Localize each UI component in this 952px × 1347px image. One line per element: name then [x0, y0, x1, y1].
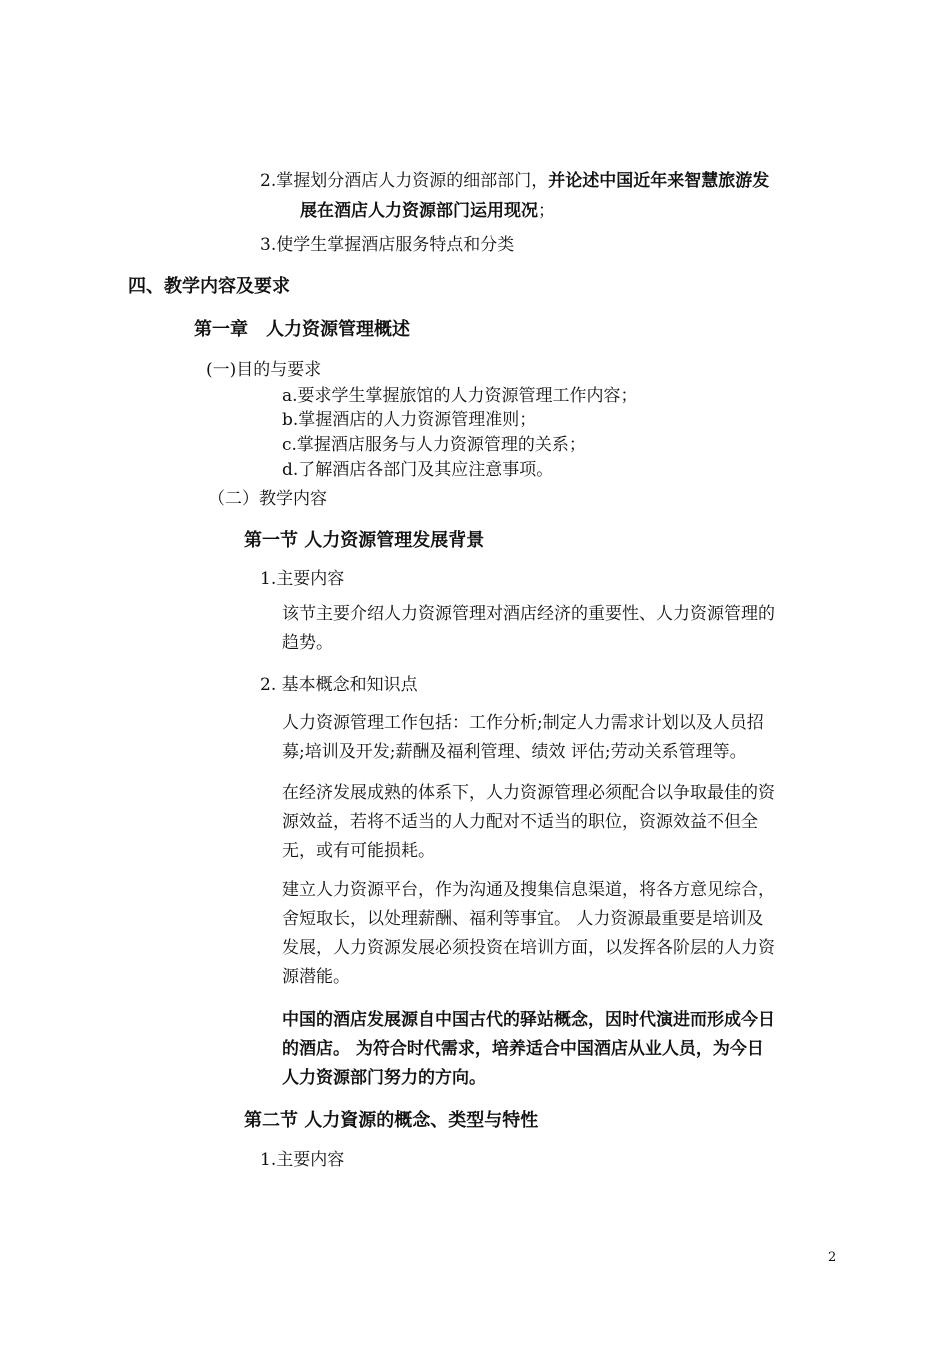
paragraph-line: 的酒店。 为符合时代需求，培养适合中国酒店从业人员，为今日 [282, 1039, 764, 1059]
objective-d: d.了解酒店各部门及其应注意事项。 [282, 460, 554, 480]
objective-item-2-bold-1: 并论述中国近年来智慧旅游发 [548, 171, 770, 191]
concepts-label: 2. 基本概念和知识点 [260, 675, 418, 695]
concepts-paragraph-1 [282, 709, 838, 767]
objective-b: b.掌握酒店的人力资源管理准则； [282, 410, 537, 430]
main-content-paragraph [282, 600, 838, 658]
section-2-main-content-label: 1.主要内容 [260, 1150, 345, 1170]
paragraph-line: 该节主要介绍人力资源管理对酒店经济的重要性、人力资源管理的 [282, 604, 775, 624]
paragraph-line: 发展，人力资源发展必须投资在培训方面，以发挥各阶层的人力资 [282, 938, 775, 958]
paragraph-line: 人力资源部门努力的方向。 [282, 1068, 486, 1088]
paragraph-line: 源效益，若将不适当的人力配对不适当的职位，资源效益不但全 [282, 812, 758, 832]
subsection-heading-2: （二）教学内容 [208, 489, 327, 509]
concepts-paragraph-3 [282, 876, 838, 992]
paragraph-line: 趋势。 [282, 633, 333, 653]
section-2-title: 第二节 人力資源的概念、类型与特性 [244, 1110, 539, 1131]
objective-item-3: 3.使学生掌握酒店服务特点和分类 [260, 235, 515, 255]
page-number: 2 [828, 1250, 837, 1265]
subsection-heading-1: (一)目的与要求 [206, 360, 322, 380]
concepts-paragraph-4-bold [282, 1006, 838, 1093]
paragraph-line: 在经济发展成熟的体系下，人力资源管理必须配合以争取最佳的资 [282, 783, 775, 803]
paragraph-line: 建立人力资源平台，作为沟通及搜集信息渠道，将各方意见综合， [282, 880, 775, 900]
concepts-paragraph-2 [282, 779, 838, 866]
paragraph-line: 无，或有可能损耗。 [282, 841, 435, 861]
chapter-title: 第一章 人力资源管理概述 [194, 319, 410, 340]
main-content-label: 1.主要内容 [260, 569, 345, 589]
objective-a: a.要求学生掌握旅馆的人力资源管理工作内容； [282, 386, 638, 406]
objective-item-2-text: 掌握划分酒店人力资源的细部部门， [276, 171, 549, 191]
objective-c: c.掌握酒店服务与人力资源管理的关系； [282, 435, 586, 455]
paragraph-line: 中国的酒店发展源自中国古代的驿站概念，因时代演进而形成今日 [282, 1010, 775, 1030]
paragraph-line: 源潜能。 [282, 967, 350, 987]
objective-item-2-end: ； [538, 201, 555, 221]
objective-item-2-prefix: 2. [260, 171, 277, 191]
paragraph-line: 人力资源管理工作包括：工作分析;制定人力需求计划以及人员招 [282, 713, 764, 733]
section-1-title: 第一节 人力资源管理发展背景 [244, 530, 485, 551]
section-heading: 四、教学内容及要求 [128, 276, 290, 297]
objective-item-2-bold-2: 展在酒店人力资源部门运用现况 [300, 201, 538, 221]
objective-item-2 [260, 166, 769, 226]
paragraph-line: 舍短取长，以处理薪酬、福利等事宜。 人力资源最重要是培训及 [282, 909, 764, 929]
paragraph-line: 募;培训及开发;薪酬及福利管理、绩效 评估;劳动关系管理等。 [282, 742, 747, 762]
